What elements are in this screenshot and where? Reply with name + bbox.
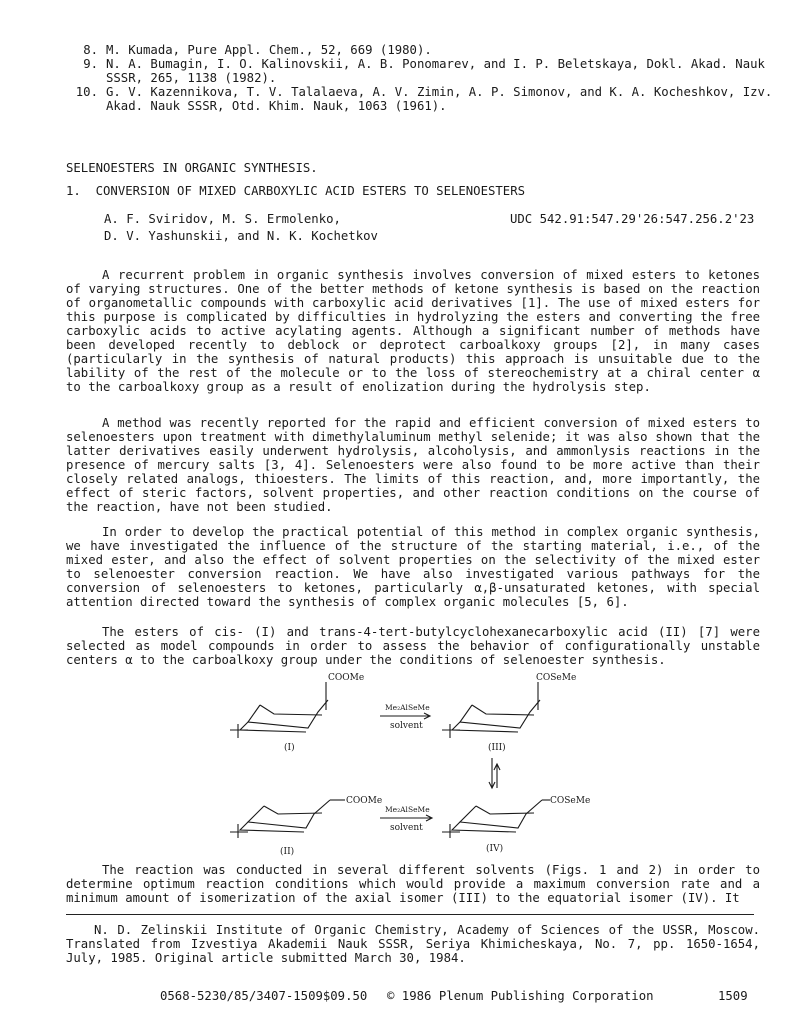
- group-label-top-right: COSeMe: [536, 673, 577, 683]
- paragraph-text: A recurrent problem in organic synthesis involves conversion of mixed esters to ketones of varying structures. One of the better methods of ketone synthesis is based on the reaction of organometallic compounds with carboxylic acid derivatives [1]. The use of mixed esters for this purpose is complicated by difficulties in hydrolyzing the esters and converting the free carboxylic acids to active acylating agents. Although a significant number of methods have been developed recently to deblock or deprotect carboalkoxy groups [2], in many cases (particularly in the synthesis of natural products) this approach is unsuitable due to the lability of the rest of the molecule or to the loss of stereochemistry at a chiral center α to the carboalkoxy group as a result of enolization during the hydrolysis step.: [66, 268, 760, 394]
- solvent-label-bottom: solvent: [390, 823, 423, 833]
- cyclohexane-ring-II: [230, 800, 345, 838]
- solvent-label-top: solvent: [390, 721, 423, 731]
- reference-number: 10.: [75, 85, 98, 99]
- compound-label-II: (II): [280, 847, 295, 857]
- paragraph-2: [66, 416, 760, 514]
- reagent-label-top: Me₂AlSeMe: [385, 703, 430, 712]
- reference-list: [66, 43, 776, 113]
- reference-number: 8.: [83, 43, 98, 57]
- reference-item: [66, 57, 776, 85]
- reference-item: [66, 85, 776, 113]
- reagent-label-bottom: Me₂AlSeMe: [385, 805, 430, 814]
- reference-text: M. Kumada, Pure Appl. Chem., 52, 669 (1980).: [106, 43, 432, 57]
- reference-number: 9.: [83, 57, 98, 71]
- equilibrium-arrows: [489, 758, 500, 788]
- cyclohexane-ring-III: [442, 682, 540, 738]
- udc-code: UDC 542.91:547.29'26:547.256.2'23: [510, 212, 755, 226]
- paragraph-text: A method was recently reported for the rapid and efficient conversion of mixed esters to selenoesters upon treatment with dimethylaluminum methyl selenide; it was also shown that the latter derivatives easily underwent hydrolysis, alcoholysis, and ammonlysis reactions in the presence of mercury salts [3, 4]. Selenoesters were also found to be more active than their closely related analogs, thioesters. The limits of this reaction, and, more importantly, the effect of steric factors, solvent properties, and other reaction conditions on the course of the reaction, have not been studied.: [66, 416, 760, 514]
- paragraph-text: The reaction was conducted in several different solvents (Figs. 1 and 2) in order to determine optimum reaction conditions which would provide a maximum conversion rate and a minimum amount of isomerization of the axial isomer (III) to the equatorial isomer (IV). It: [66, 863, 760, 905]
- paragraph-4: [66, 625, 760, 667]
- group-label-bottom-left: COOMe: [346, 796, 383, 806]
- compound-label-III: (III): [488, 743, 506, 753]
- series-title: SELENOESTERS IN ORGANIC SYNTHESIS.: [66, 161, 318, 175]
- reference-text: G. V. Kazennikova, T. V. Talalaeva, A. V. Zimin, A. P. Simonov, and K. A. Kocheshkov, Izv. Akad. Nauk SSSR, Otd. Khim. Nauk, 1063 (1961).: [106, 85, 773, 113]
- footnote: [66, 923, 760, 965]
- paragraph-text: In order to develop the practical potential of this method in complex organic synthesis, we have investigated the influence of the structure of the starting material, i.e., of the mixed ester, and also the effect of solvent properties on the selectivity of the mixed ester to selenoester conversion reaction. We have also investigated various pathways for the conversion of selenoesters to ketones, particularly α,β-unsaturated ketones, with special attention directed toward the synthesis of complex organic molecules [5, 6].: [66, 525, 760, 609]
- group-label-top-left: COOMe: [328, 673, 365, 683]
- footnote-divider: [66, 914, 754, 915]
- compound-label-I: (I): [284, 743, 295, 753]
- authors-line-2: D. V. Yashunskii, and N. K. Kochetkov: [104, 229, 378, 243]
- reaction-scheme: [200, 670, 630, 860]
- footnote-text: N. D. Zelinskii Institute of Organic Chemistry, Academy of Sciences of the USSR, Moscow. Translated from Izvestiya Akademii Nauk SSSR, Seriya Khimicheskaya, No. 7, pp. 1650-1654, July, 1985. Original article submitted March 30, 1984.: [66, 923, 760, 965]
- footer-copyright: © 1986 Plenum Publishing Corporation: [387, 989, 654, 1003]
- cyclohexane-ring-IV: [442, 800, 550, 838]
- group-label-bottom-right: COSeMe: [550, 796, 591, 806]
- footer-code: 0568-5230/85/3407-1509$09.50: [160, 989, 368, 1003]
- paragraph-text: The esters of cis- (I) and trans-4-tert-butylcyclohexanecarboxylic acid (II) [7] were selected as model compounds in order to assess the behavior of configurationally unstable centers α to the carboalkoxy group under the conditions of selenoester synthesis.: [66, 625, 760, 667]
- paragraph-3: [66, 525, 760, 609]
- article-title: 1. CONVERSION OF MIXED CARBOXYLIC ACID ESTERS TO SELENOESTERS: [66, 184, 526, 198]
- page-number: 1509: [718, 989, 748, 1003]
- paragraph-1: [66, 268, 760, 394]
- compound-label-IV: (IV): [486, 844, 504, 854]
- paragraph-5: [66, 863, 760, 905]
- reference-item: [66, 43, 776, 57]
- reference-text: N. A. Bumagin, I. O. Kalinovskii, A. B. Ponomarev, and I. P. Beletskaya, Dokl. Akad. Nauk SSSR, 265, 1138 (1982).: [106, 57, 765, 85]
- cyclohexane-ring-I: [230, 682, 328, 738]
- authors-line-1: A. F. Sviridov, M. S. Ermolenko,: [104, 212, 341, 226]
